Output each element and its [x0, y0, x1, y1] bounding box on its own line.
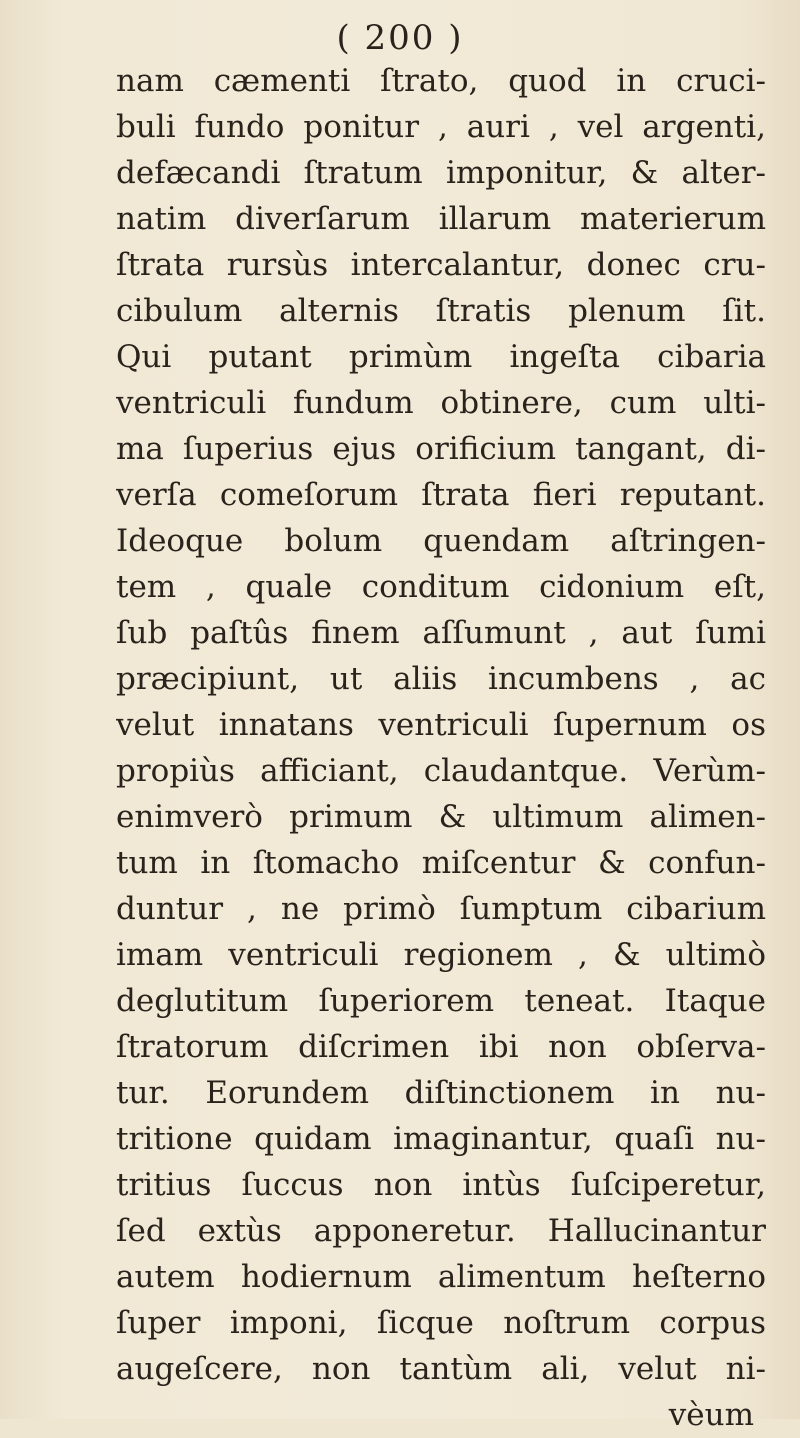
text-line: cibulum alternis ſtratis plenum ſit.: [116, 293, 766, 329]
text-line: Ideoque bolum quendam aſtringen-: [116, 523, 766, 559]
text-line: præcipiunt, ut aliis incumbens , ac: [116, 661, 766, 697]
text-line: tem , quale conditum cidonium eſt,: [116, 569, 766, 605]
text-line: ſtratorum diſcrimen ibi non obſerva-: [116, 1029, 766, 1065]
text-line: tum in ſtomacho miſcentur & confun-: [116, 845, 766, 881]
text-line: ſtrata rursùs intercalantur, donec cru-: [116, 247, 766, 283]
body-text: [116, 58, 766, 1438]
text-line: velut innatans ventriculi ſupernum os: [116, 707, 766, 743]
text-line: tritius ſuccus non intùs ſuſciperetur,: [116, 1167, 766, 1203]
text-line: propiùs afficiant, claudantque. Verùm-: [116, 753, 766, 789]
text-line: ſub paſtûs finem aſſumunt , aut ſumi: [116, 615, 766, 651]
text-line: tur. Eorundem diſtinctionem in nu-: [116, 1075, 766, 1111]
text-line: autem hodiernum alimentum heſterno: [116, 1259, 766, 1295]
text-line: duntur , ne primò ſumptum cibarium: [116, 891, 766, 927]
text-line: ma ſuperius ejus orificium tangant, di-: [116, 431, 766, 467]
page-number: ( 200 ): [336, 18, 464, 58]
catchword: vèum: [668, 1397, 754, 1433]
text-line: defæcandi ſtratum imponitur, & alter-: [116, 155, 766, 191]
text-line: deglutitum ſuperiorem teneat. Itaque: [116, 983, 766, 1019]
text-line: augeſcere, non tantùm ali, velut ni-: [116, 1351, 766, 1387]
text-line: enimverò primum & ultimum alimen-: [116, 799, 766, 835]
text-line: ſed extùs apponeretur. Hallucinantur: [116, 1213, 766, 1249]
text-line: natim diverſarum illarum materierum: [116, 201, 766, 237]
text-line: ſuper imponi, ſicque noſtrum corpus: [116, 1305, 766, 1341]
text-line: ventriculi fundum obtinere, cum ulti-: [116, 385, 766, 421]
text-line: tritione quidam imaginantur, quaſi nu-: [116, 1121, 766, 1157]
text-line: nam cæmenti ſtrato, quod in cruci-: [116, 63, 766, 99]
text-line: imam ventriculi regionem , & ultimò: [116, 937, 766, 973]
text-line: verſa comeſorum ſtrata fieri reputant.: [116, 477, 766, 513]
text-line: Qui putant primùm ingeſta cibaria: [116, 339, 766, 375]
text-line: buli fundo ponitur , auri , vel argenti,: [116, 109, 766, 145]
